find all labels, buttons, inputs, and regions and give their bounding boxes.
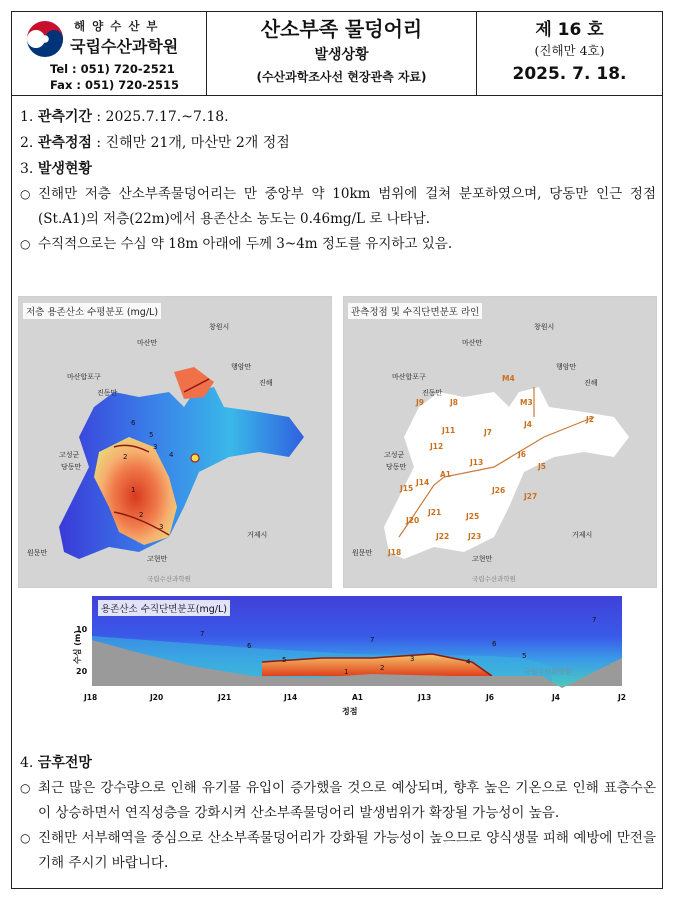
section-title: 발생현황 [37, 161, 92, 177]
section-text: : 2025.7.17.~7.18. [91, 109, 229, 125]
place-label: 진동만 [97, 389, 118, 397]
station-label: J23 [468, 532, 482, 541]
outlook-bullet: ○ 최근 많은 강수량으로 인해 유기물 유입이 증가했을 것으로 예상되며, 향후 높은 기온으로 인해 표층수온이 상승하면서 연직성층을 강화시켜 산소부족물덩어리 발생범위가 확장될 가능성이 높음. [20, 776, 656, 826]
place-label: 진해 [259, 379, 273, 387]
ministry-name: 해양수산부 [74, 19, 165, 33]
station-label: J15 [400, 484, 414, 493]
tel-number: Tel : 051) 720-2521 [50, 62, 175, 76]
y-tick: 20 [76, 667, 88, 676]
report-header [12, 12, 662, 96]
station-label: J13 [470, 458, 484, 467]
station-label: J14 [416, 478, 430, 487]
contour-label: 3 [410, 655, 415, 663]
station-label: J12 [430, 442, 444, 451]
section-title: 관측기간 [37, 109, 92, 125]
report-subtitle: 발생상황 [314, 47, 369, 63]
place-label: 마산합포구 [392, 373, 426, 381]
do-horizontal-map [18, 296, 332, 588]
place-label: 원문만 [352, 549, 373, 557]
contour-label: 7 [592, 616, 597, 624]
government-emblem-icon [26, 20, 64, 58]
contour-label: 6 [247, 642, 252, 650]
place-label: 진동만 [422, 389, 443, 397]
title-block [207, 12, 477, 95]
station-label: J4 [524, 420, 533, 429]
section-outlook [20, 750, 656, 876]
place-label: 당동만 [386, 463, 407, 471]
place-label: 마산만 [137, 339, 158, 347]
station-label: J18 [388, 548, 402, 557]
report-title: 산소부족 물덩어리 [260, 17, 423, 41]
station-label: J9 [416, 398, 425, 407]
report-body [20, 104, 656, 257]
maps-row [18, 296, 658, 590]
x-tick: J2 [618, 693, 627, 702]
contour-label: 3 [153, 443, 158, 451]
report-frame [11, 11, 663, 889]
x-axis-label: 정점 [342, 707, 358, 716]
contour-label: 5 [282, 656, 287, 664]
x-tick: A1 [352, 693, 364, 702]
station-label: J2 [586, 415, 595, 424]
section-title: 금후전망 [37, 755, 92, 771]
do-vertical-section [72, 596, 632, 724]
section-text: : 진해만 21개, 마산만 2개 정점 [91, 135, 290, 151]
contour-label: 4 [169, 451, 174, 459]
station-label: J6 [518, 450, 527, 459]
x-tick: J4 [552, 693, 561, 702]
place-label: 원문만 [27, 549, 48, 557]
station-label: J20 [406, 516, 420, 525]
place-label: 고성군 [59, 451, 80, 459]
x-tick: J20 [150, 693, 164, 702]
place-label: 창원시 [534, 323, 555, 331]
chart-credit: 국립수산과학원 [524, 668, 572, 676]
station-label: J22 [436, 532, 450, 541]
contour-label: 5 [522, 652, 527, 660]
status-bullet: ○ 수직적으로는 수심 약 18m 아래에 두께 3~4m 정도를 유지하고 있음. [20, 232, 656, 257]
station-map [343, 296, 657, 588]
map-credit: 국립수산과학원 [472, 575, 516, 583]
place-label: 고현만 [147, 555, 168, 563]
contour-label: 2 [123, 453, 128, 461]
place-label: 고성군 [384, 451, 405, 459]
issue-date: 2025. 7. 18. [512, 64, 627, 84]
map-title: 관측정점 및 수직단면분포 라인 [348, 303, 482, 319]
map-title: 저층 용존산소 수평분포 (mg/L) [23, 303, 161, 319]
outlook-heading [20, 750, 656, 776]
outlook-bullet: ○ 진해만 서부해역을 중심으로 산소부족물덩어리가 강화될 가능성이 높으므로 양식생물 피해 예방에 만전을 기해 주시기 바랍니다. [20, 826, 656, 876]
section-number: 3. [20, 161, 34, 177]
section-status [20, 156, 656, 182]
issue-series: (진해만 4호) [534, 43, 605, 58]
station-label: J25 [466, 512, 480, 521]
section-number: 1. [20, 109, 34, 125]
x-tick: J18 [84, 693, 98, 702]
station-label: J21 [428, 508, 442, 517]
place-label: 행암만 [231, 363, 252, 371]
chart-title: 용존산소 수직단면분포(mg/L) [98, 600, 230, 616]
status-bullet: ○ 진해만 저층 산소부족물덩어리는 만 중앙부 약 10km 범위에 걸쳐 분포하였으며, 당동만 인근 정점(St.A1)의 저층(22m)에서 용존산소 농도는 0.46mg/L 로 나타남. [20, 182, 656, 232]
contour-label: 3 [159, 523, 164, 531]
contour-label: 5 [149, 431, 154, 439]
place-label: 진해 [584, 379, 598, 387]
place-label: 고현만 [472, 555, 493, 563]
station-label: J8 [450, 398, 459, 407]
section-number: 4. [20, 755, 34, 771]
section-stations [20, 130, 656, 156]
issue-number: 제 16 호 [535, 20, 604, 40]
x-tick: J6 [486, 693, 495, 702]
institute-block [12, 12, 207, 95]
station-label: J7 [484, 428, 493, 437]
x-tick: J13 [418, 693, 432, 702]
contour-label: 6 [131, 419, 136, 427]
contour-label: 6 [492, 640, 497, 648]
map-credit: 국립수산과학원 [147, 575, 191, 583]
place-label: 마산합포구 [67, 373, 101, 381]
issue-block [477, 12, 662, 95]
station-label: M3 [520, 398, 533, 407]
section-period [20, 104, 656, 130]
x-tick: J14 [284, 693, 298, 702]
station-label: A1 [440, 470, 452, 479]
fax-number: Fax : 051) 720-2515 [50, 78, 180, 92]
station-label: J26 [492, 486, 506, 495]
y-axis-label: 수심 (m) [73, 630, 82, 664]
x-tick: J21 [218, 693, 232, 702]
y-tick: 10 [76, 625, 88, 634]
place-label: 당동만 [61, 463, 82, 471]
station-label: M4 [502, 374, 515, 383]
institute-name: 국립수산과학원 [70, 37, 179, 56]
station-label: J5 [538, 462, 547, 471]
section-title: 관측정점 [37, 135, 92, 151]
contour-label: 1 [131, 486, 136, 494]
station-label: J11 [442, 426, 456, 435]
contour-label: 2 [139, 511, 144, 519]
contour-label: 7 [200, 630, 205, 638]
data-source: (수산과학조사선 현장관측 자료) [256, 70, 427, 84]
contour-label: 1 [344, 668, 349, 676]
station-label: J27 [524, 492, 538, 501]
contour-label: 7 [370, 636, 375, 644]
contour-label: 2 [380, 664, 385, 672]
place-label: 행암만 [556, 363, 577, 371]
place-label: 거제시 [247, 531, 268, 539]
place-label: 창원시 [209, 323, 230, 331]
section-number: 2. [20, 135, 34, 151]
place-label: 거제시 [572, 531, 593, 539]
contour-label: 4 [466, 658, 471, 666]
place-label: 마산만 [462, 339, 483, 347]
